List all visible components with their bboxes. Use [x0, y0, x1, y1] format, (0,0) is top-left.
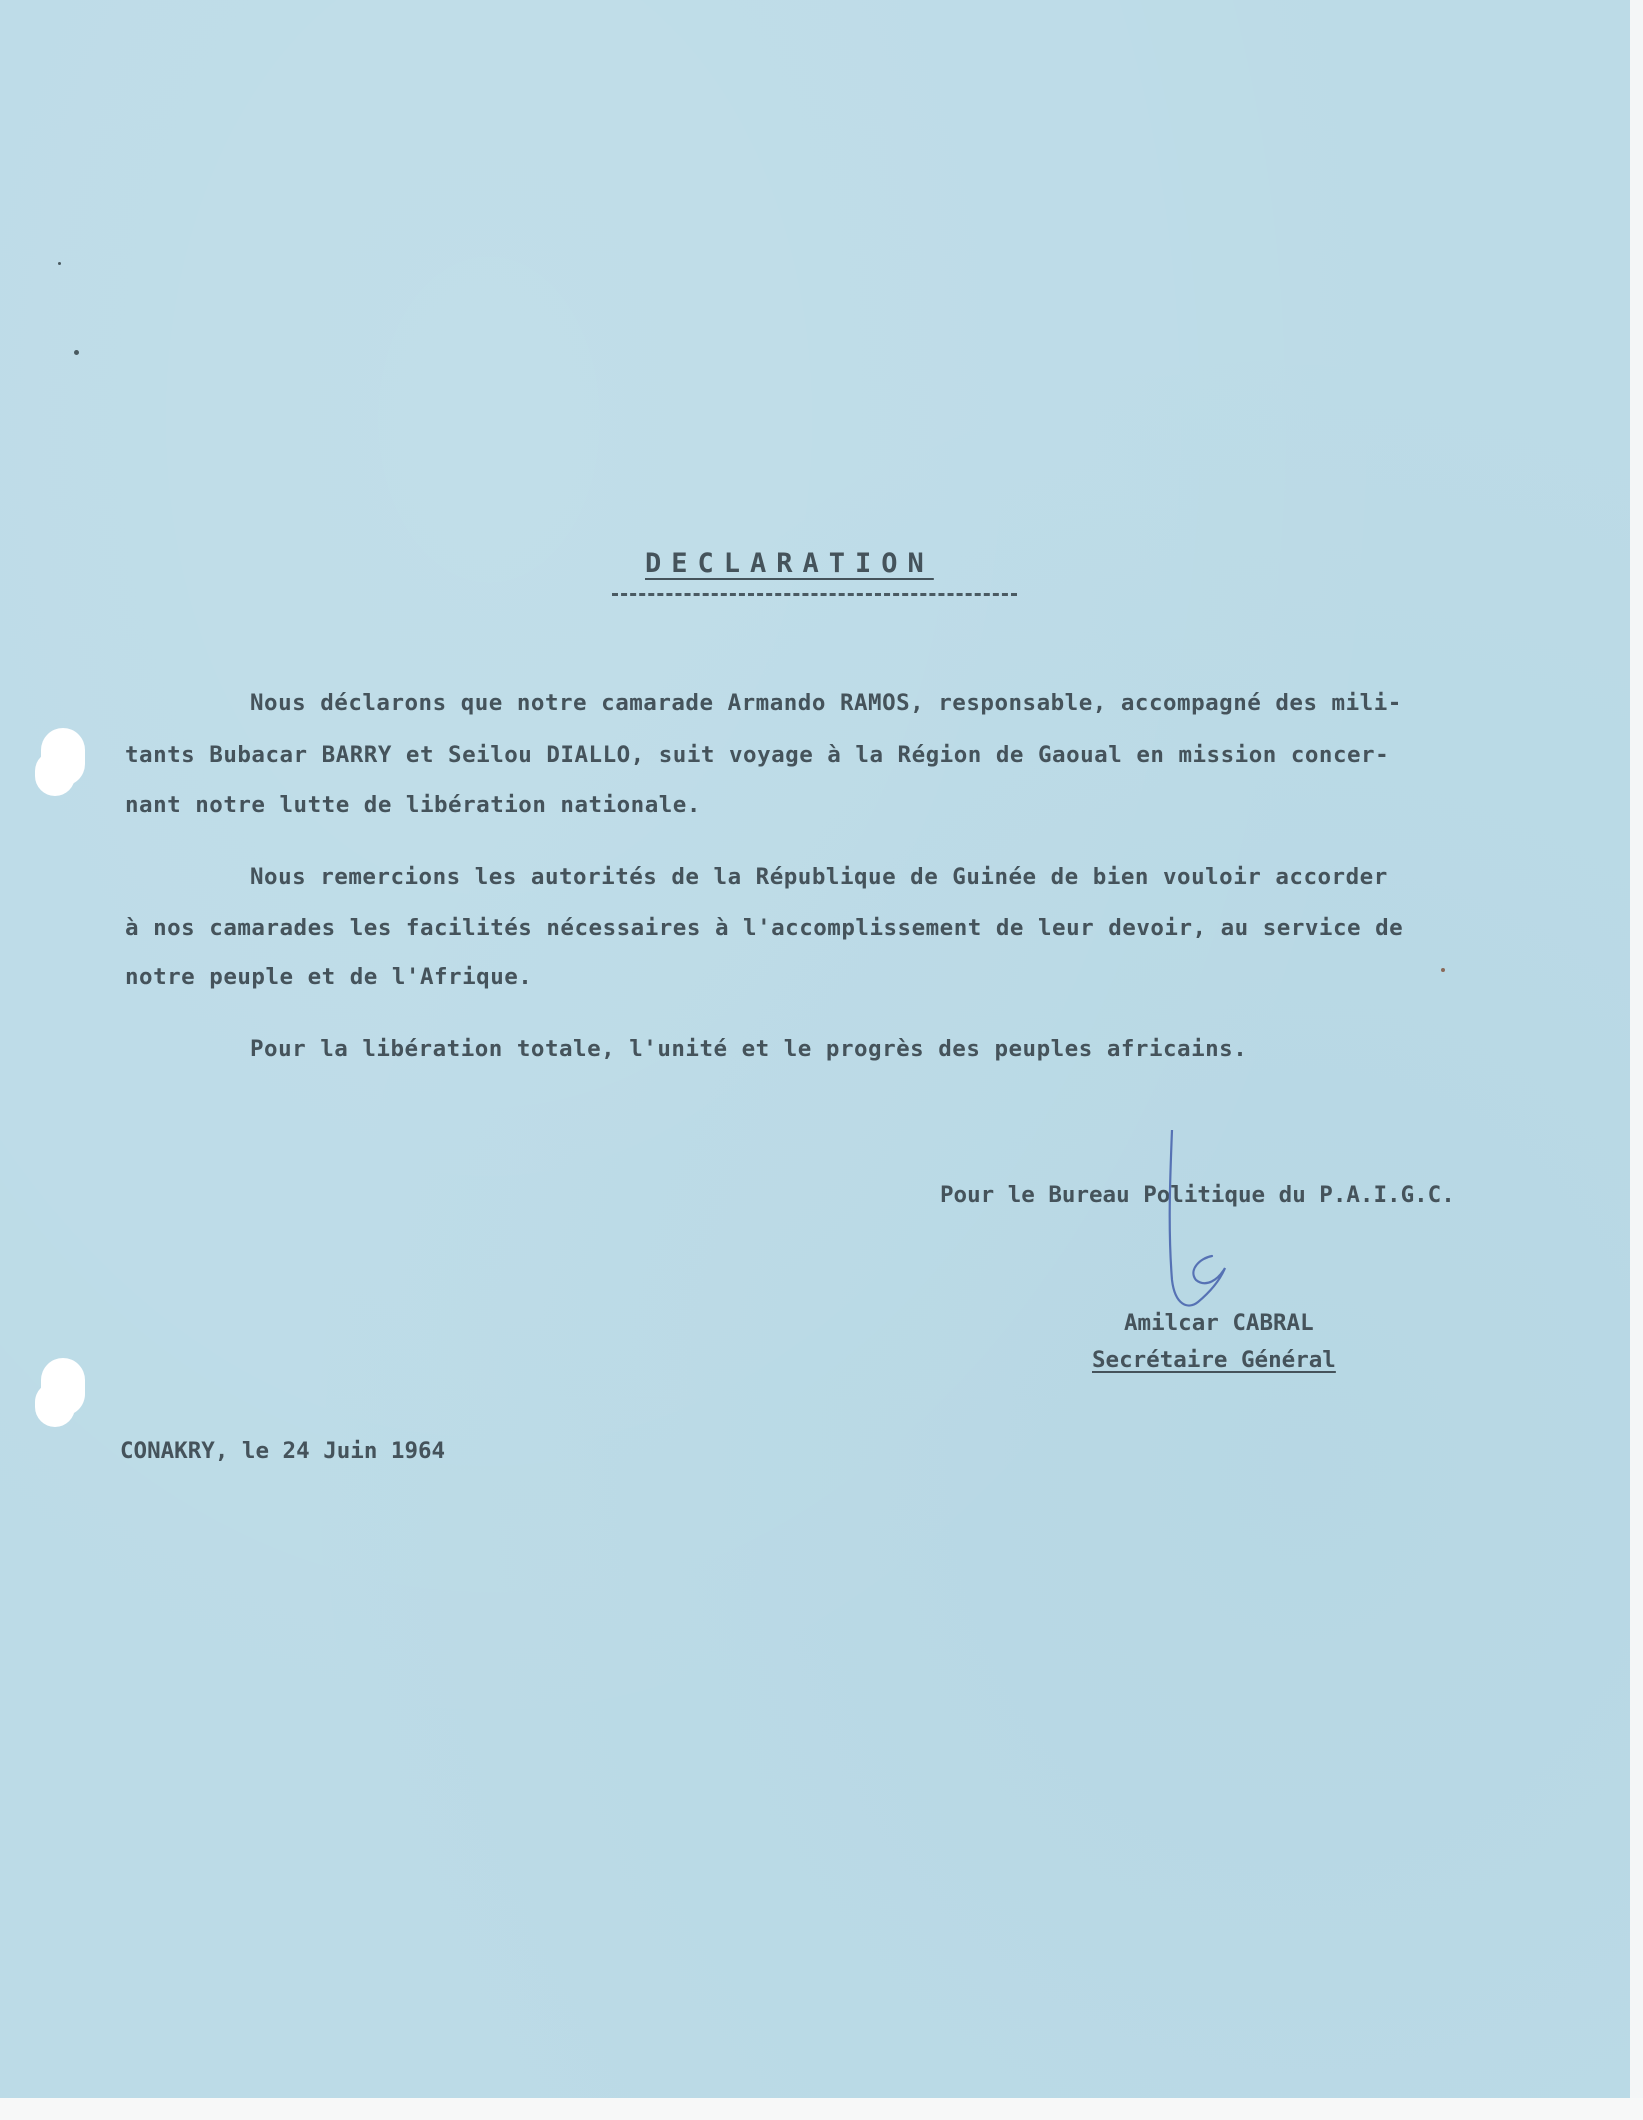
paragraph-2-line-1: Nous remercions les autorités de la République de Guinée de bien vouloir accorder: [250, 864, 1388, 890]
place-and-date: CONAKRY, le 24 Juin 1964: [120, 1438, 446, 1464]
paper-speck: [58, 262, 61, 265]
scan-border-right: [1630, 0, 1643, 2120]
punch-hole-bottom-lower: [35, 1382, 75, 1427]
paper-speck: [1441, 968, 1445, 972]
paragraph-1-line-1: Nous déclarons que notre camarade Armando RAMOS, responsable, accompagné des mili-: [250, 690, 1402, 716]
closing-line: Pour la libération totale, l'unité et le progrès des peuples africains.: [250, 1036, 1248, 1062]
paragraph-2-line-2: à nos camarades les facilités nécessaires à l'accomplissement de leur devoir, au service de: [125, 915, 1404, 941]
paragraph-1-line-2: tants Bubacar BARRY et Seilou DIALLO, suit voyage à la Région de Gaoual en mission concer-: [125, 742, 1390, 768]
document-title: DECLARATION: [645, 548, 934, 579]
paragraph-2-line-3: notre peuple et de l'Afrique.: [125, 964, 533, 990]
title-dashed-rule: [612, 593, 1017, 596]
signatory-role: Secrétaire Général: [1092, 1347, 1336, 1373]
signature-on-behalf-of: Pour le Bureau Politique du P.A.I.G.C.: [940, 1182, 1455, 1208]
punch-hole-top-lower: [35, 751, 75, 796]
signatory-name: Amilcar CABRAL: [1124, 1310, 1314, 1336]
paper-speck: [74, 350, 79, 355]
paragraph-1-line-3: nant notre lutte de libération nationale.: [125, 792, 701, 818]
scan-border-bottom: [0, 2098, 1643, 2120]
